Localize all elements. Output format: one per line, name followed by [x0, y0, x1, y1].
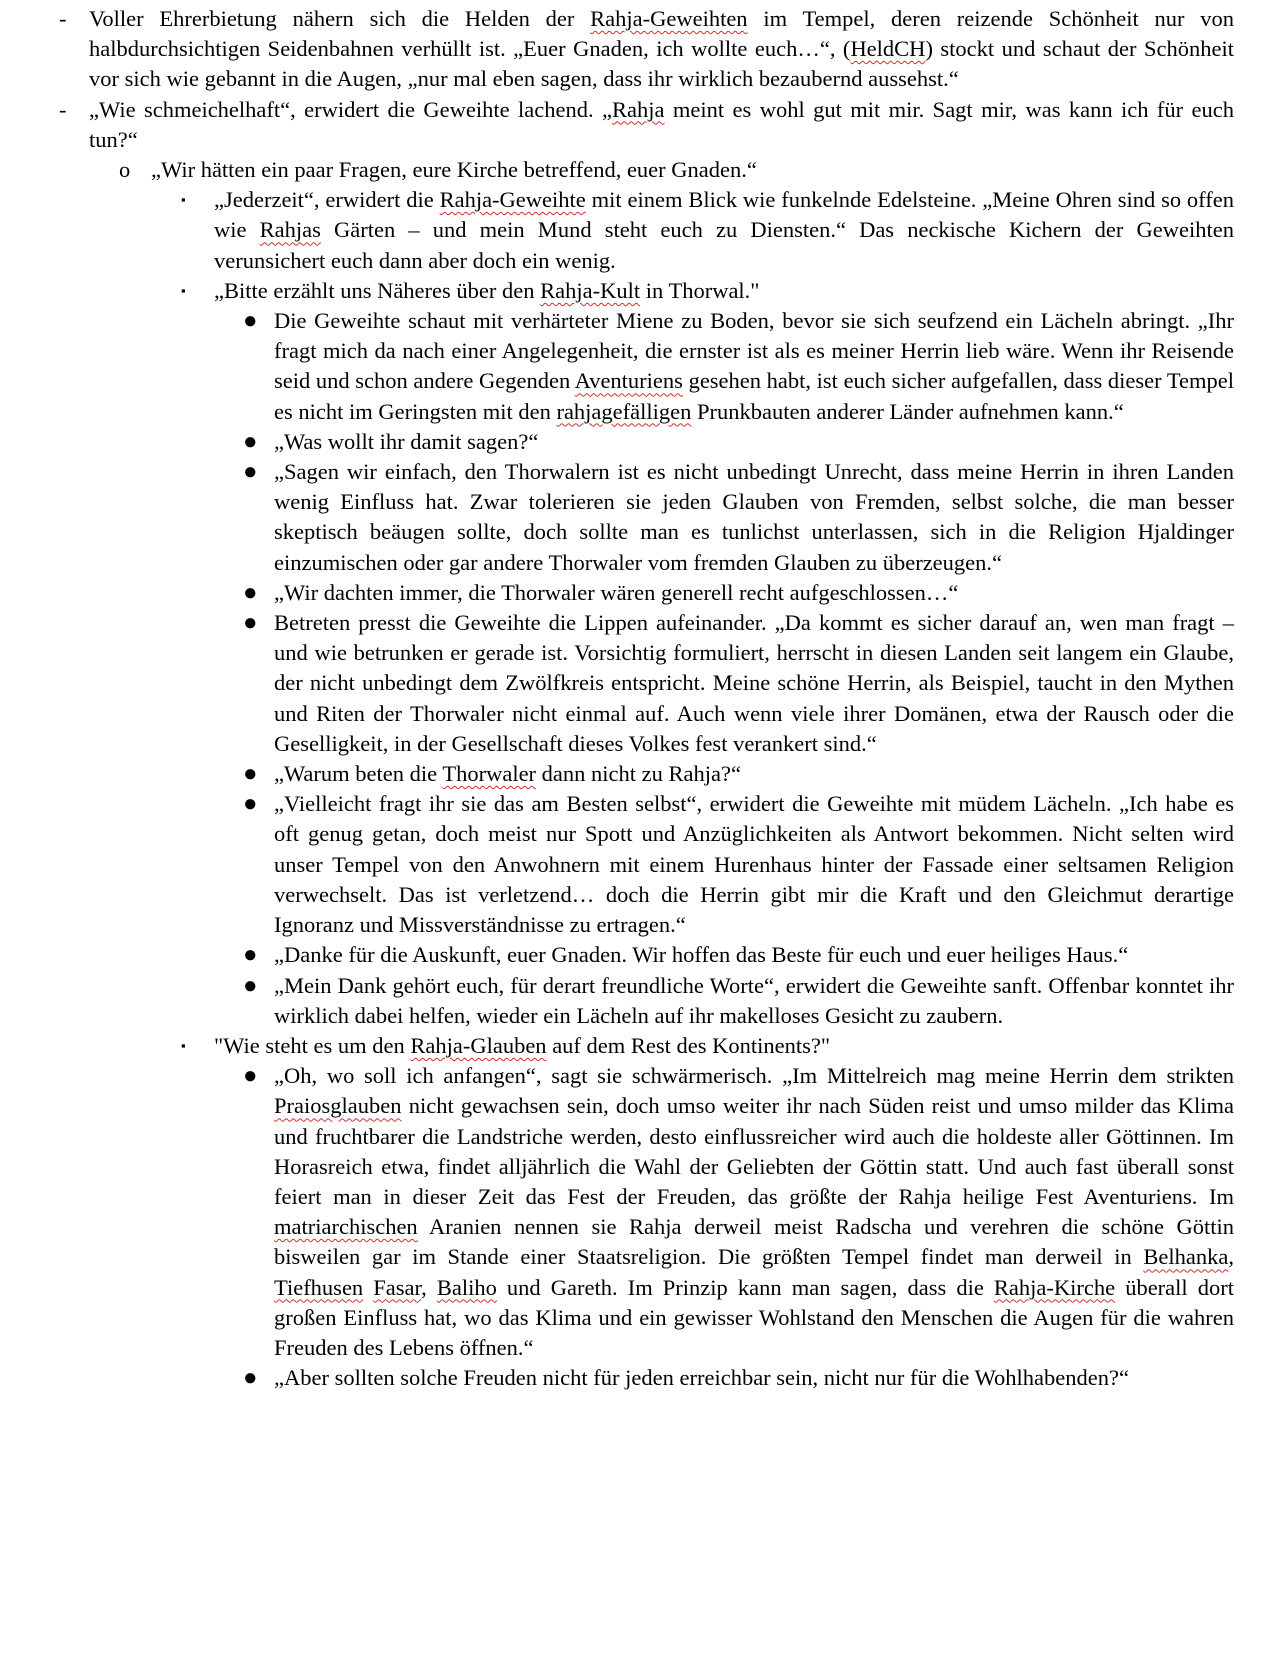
document-page	[0, 4, 1287, 1393]
text-segment	[363, 1275, 373, 1300]
list-item	[243, 1363, 1234, 1393]
text-segment: Betreten presst die Geweihte die Lippen aufeinander. „Da kommt es sicher darauf an, wen man fragt – und wie betrunken er gerade ist. Vorsichtig formuliert, herrscht in diesen Landen seit langem ein Glaube, der nicht unbedingt dem Zwölfkreis entspricht. Meine schöne Herrin, als Beispiel, taucht in den Mythen und Riten der Thorwaler nicht einmal auf. Auch wenn viele ihrer Domänen, etwa der Rausch oder die Geselligkeit, in der Gesellschaft dieses Volkes fest verankert sind.“	[274, 610, 1234, 756]
list-item	[243, 608, 1234, 759]
list-item	[59, 95, 1234, 155]
list-item	[243, 789, 1234, 940]
spellcheck-word: Rahjas	[259, 217, 321, 243]
text-segment: auf dem Rest des Kontinents?"	[546, 1032, 831, 1058]
text-segment: "Wie steht es um den	[214, 1032, 411, 1058]
list-item	[181, 276, 1234, 306]
spellcheck-word: Rahja-Glauben	[410, 1032, 547, 1058]
spellcheck-word: Belhanka	[1143, 1244, 1229, 1270]
text-segment: im Tempel, deren reizende Schönheit nur von halbdurchsichtigen Seidenbahnen verhüllt ist. „Euer Gnaden, ich wollte euch…“, (	[89, 6, 1234, 62]
text-segment: mit einem Blick wie funkelnde Edelsteine. „Meine Ohren sind so offen wie	[214, 187, 1234, 243]
disc-bullet-icon: ●	[243, 761, 258, 788]
text-segment: „Jederzeit“, erwidert die	[214, 187, 440, 213]
disc-bullet-icon: ●	[243, 610, 258, 637]
spellcheck-word: Rahja-Geweihten	[590, 6, 748, 31]
text-segment: ) stockt und schaut der Schönheit vor sich wie gebannt in die Augen, „nur mal eben sagen, dass ihr wirklich bezaubernd aussehst.“	[89, 36, 1235, 92]
disc-bullet-icon: ●	[243, 1063, 258, 1090]
text-segment: „Sagen wir einfach, den Thorwalern ist es nicht unbedingt Unrecht, dass meine Herrin in ihren Landen wenig Einfluss hat. Zwar tolerieren sie jeden Glauben von Fremden, selbst solche, die man besser skeptisch beäugen sollte, doch sollte man es tunlichst unterlassen, sich in die Religion Hjaldinger einzumischen oder gar andere Thorwaler vom fremden Glauben zu überzeugen.“	[274, 459, 1234, 575]
text-segment: „Warum beten die	[274, 761, 443, 787]
text-segment: „Wir dachten immer, die Thorwaler wären generell recht aufgeschlossen…“	[274, 579, 959, 605]
text-segment: dann nicht zu Rahja?“	[536, 761, 741, 787]
list-item	[119, 155, 1234, 185]
disc-bullet-icon: ●	[243, 791, 258, 818]
text-segment: „Aber sollten solche Freuden nicht für jeden erreichbar sein, nicht nur für die Wohlhabenden?“	[274, 1365, 1129, 1391]
list-item	[181, 185, 1234, 276]
spellcheck-word: matriarchischen	[274, 1214, 418, 1240]
list-item	[243, 759, 1234, 789]
text-segment: „Danke für die Auskunft, euer Gnaden. Wir hoffen das Beste für euch und euer heiliges Haus.“	[274, 942, 1129, 968]
spellcheck-word: Rahja-Geweihte	[439, 187, 586, 213]
square-bullet-icon: ▪	[181, 282, 186, 298]
text-segment: „Wir hätten ein paar Fragen, eure Kirche betreffend, euer Gnaden.“	[151, 157, 757, 183]
text-segment: „Was wollt ihr damit sagen?“	[274, 428, 539, 454]
disc-bullet-icon: ●	[243, 428, 258, 455]
list-item	[243, 306, 1234, 427]
text-segment: meint es wohl gut mit mir. Sagt mir, was kann ich für euch tun?“	[89, 96, 1234, 152]
text-segment: „Vielleicht fragt ihr sie das am Besten selbst“, erwidert die Geweihte mit müdem Lächeln. „Ich habe es oft genug getan, doch meist nur Spott und Anzüglichkeiten als Antwort bekommen. Nicht selten wird unser Tempel von den Anwohnern mit einem Hurenhaus hinter der Fassade einer seltsamen Religion verwechselt. Das ist verletzend… doch die Herrin gibt mir die Kraft und den Gleichmut derartige Ignoranz und Missverständnisse zu ertragen.“	[274, 791, 1234, 938]
list-item	[243, 427, 1234, 457]
text-segment: gesehen habt, ist euch sicher aufgefallen, dass dieser Tempel es nicht im Geringsten mit den	[274, 368, 1234, 424]
spellcheck-word: Fasar	[373, 1274, 422, 1300]
text-segment: und Gareth. Im Prinzip kann man sagen, dass die	[496, 1274, 994, 1300]
spellcheck-word: Rahja-Kirche	[993, 1274, 1116, 1300]
spellcheck-word: Rahja	[612, 96, 665, 122]
list-item	[181, 1031, 1234, 1061]
disc-bullet-icon: ●	[243, 308, 258, 335]
text-segment: nicht gewachsen sein, doch umso weiter ihr nach Süden reist und umso milder das Klima und fruchtbarer die Landstriche werden, desto einflussreicher wird auch die holdeste aller Göttinnen. Im Horasreich etwa, findet alljährlich die Wahl der Geliebten der Göttin statt. Und auch fast überall sonst feiert man in dieser Zeit das Fest der Freuden, das größte der Rahja heilige Fest Aventuriens. Im	[274, 1093, 1234, 1209]
spellcheck-word: Tiefhusen	[274, 1274, 364, 1300]
list-item	[243, 578, 1234, 608]
disc-bullet-icon: ●	[243, 972, 258, 999]
text-segment: überall dort großen Einfluss hat, wo das Klima und ein gewisser Wohlstand den Menschen die Augen für die wahren Freuden des Lebens öffnen.“	[274, 1274, 1235, 1360]
square-bullet-icon: ▪	[181, 1037, 186, 1053]
spellcheck-word: Baliho	[436, 1274, 497, 1300]
disc-bullet-icon: ●	[243, 1365, 258, 1392]
dash-bullet-icon: -	[59, 6, 67, 31]
list-item	[59, 4, 1235, 95]
spellcheck-word: Rahja-Kult	[540, 277, 641, 303]
spellcheck-word: Aventuriens	[574, 368, 683, 394]
text-segment: „Oh, wo soll ich anfangen“, sagt sie schwärmerisch. „Im Mittelreich mag meine Herrin dem strikten	[274, 1063, 1234, 1089]
list-item	[243, 457, 1234, 578]
list-item	[243, 971, 1234, 1031]
text-segment: ,	[1228, 1244, 1234, 1270]
spellcheck-word: HeldCH	[850, 36, 926, 62]
spellcheck-word: Thorwaler	[442, 761, 537, 787]
text-segment: „Bitte erzählt uns Näheres über den	[214, 277, 541, 303]
disc-bullet-icon: ●	[243, 459, 258, 486]
spellcheck-word: Praiosglauben	[274, 1093, 402, 1119]
text-segment: Voller Ehrerbietung nähern sich die Helden der	[89, 6, 591, 31]
text-segment: Die Geweihte schaut mit verhärteter Miene zu Boden, bevor sie sich seufzend ein Lächeln abringt. „Ihr fragt mich da nach einer Angelegenheit, die ernster ist als es meiner Herrin lieb wäre. Wenn ihr Reisende seid und schon andere Gegenden	[274, 308, 1234, 394]
list-item	[243, 940, 1234, 970]
square-bullet-icon: ▪	[181, 192, 186, 208]
circle-bullet-icon: o	[119, 157, 131, 183]
list-item	[243, 1061, 1235, 1363]
text-segment: in Thorwal."	[640, 277, 760, 303]
disc-bullet-icon: ●	[243, 942, 258, 969]
text-segment: Prunkbauten anderer Länder aufnehmen kann.“	[691, 398, 1124, 424]
text-segment: ,	[421, 1274, 437, 1300]
text-segment: Gärten – und mein Mund steht euch zu Diensten.“ Das neckische Kichern der Geweihten verunsichert euch dann aber doch ein wenig.	[214, 217, 1234, 273]
text-segment: „Mein Dank gehört euch, für derart freundliche Worte“, erwidert die Geweihte sanft. Offenbar konntet ihr wirklich dabei helfen, wieder ein Lächeln auf ihr makelloses Gesicht zu zaubern.	[274, 972, 1234, 1028]
dash-bullet-icon: -	[59, 96, 67, 122]
text-segment: „Wie schmeichelhaft“, erwidert die Geweihte lachend. „	[89, 96, 613, 122]
disc-bullet-icon: ●	[243, 579, 258, 606]
spellcheck-word: rahjagefälligen	[556, 398, 692, 424]
text-segment: Aranien nennen sie Rahja derweil meist Radscha und verehren die schöne Göttin bisweilen gar im Stande einer Staatsreligion. Die größten Tempel findet man derweil in	[274, 1214, 1234, 1270]
